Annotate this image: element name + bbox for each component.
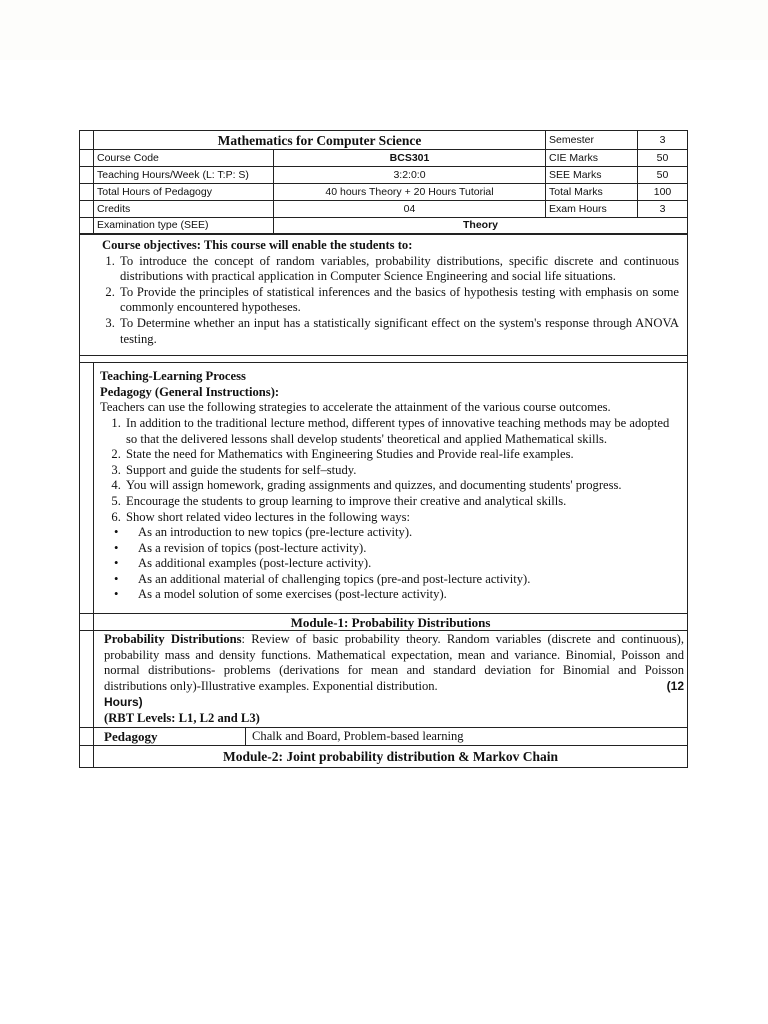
margin-cell — [80, 184, 94, 201]
bullet-item: • As a revision of topics (post-lecture activity). — [138, 541, 679, 557]
objective-item: 1. To introduce the concept of random variables, probability distributions, specific discrete and continuous distributions with practical application in Computer Science Engineering and social life situations. — [118, 254, 679, 285]
module-1-hours-close: Hours) — [104, 695, 143, 710]
objective-item: 3. To Determine whether an input has a statistically significant effect on the system's response through ANOVA testing. — [118, 316, 679, 347]
exam-hours-label: Exam Hours — [546, 201, 638, 218]
content-table — [79, 234, 688, 768]
module-1-content — [94, 631, 688, 728]
module-1-topic: Probability Distributions — [104, 632, 242, 647]
bullet-item: • As an introduction to new topics (pre-lecture activity). — [138, 525, 679, 541]
strategy-item: 6. Show short related video lectures in the following ways: — [124, 510, 679, 526]
margin-cell — [80, 728, 94, 746]
module-1-rbt-levels: (RBT Levels: L1, L2 and L3) — [104, 710, 260, 725]
semester-value: 3 — [638, 131, 688, 150]
teaching-hours-label: Teaching Hours/Week (L: T:P: S) — [94, 167, 274, 184]
credits-label: Credits — [94, 201, 274, 218]
module-2-title: Module-2: Joint probability distribution & Markov Chain — [94, 746, 688, 768]
strategy-item: 5. Encourage the students to group learning to improve their creative and analytical skills. — [124, 494, 679, 510]
course-code-value: BCS301 — [274, 150, 546, 167]
pedagogy-label: Pedagogy — [94, 728, 246, 746]
objective-item: 2. To Provide the principles of statistical inferences and the basics of hypothesis testing with emphasis on some commonly encountered hypotheses. — [118, 285, 679, 316]
pedagogy-hours-label: Total Hours of Pedagogy — [94, 184, 274, 201]
teaching-heading: Teaching-Learning Process — [100, 369, 246, 384]
strategy-item: 3. Support and guide the students for self–study. — [124, 463, 679, 479]
teaching-hours-value: 3:2:0:0 — [274, 167, 546, 184]
margin-cell — [80, 131, 94, 150]
see-marks-value: 50 — [638, 167, 688, 184]
margin-cell — [80, 201, 94, 218]
objectives-list — [102, 254, 679, 348]
course-code-label: Course Code — [94, 150, 274, 167]
exam-type-value: Theory — [274, 218, 688, 234]
margin-cell — [80, 614, 94, 631]
spacer-row — [80, 356, 688, 363]
margin-cell — [80, 150, 94, 167]
total-marks-label: Total Marks — [546, 184, 638, 201]
margin-cell — [80, 167, 94, 184]
syllabus-sheet — [79, 130, 687, 768]
bullet-item: • As a model solution of some exercises (post-lecture activity). — [138, 587, 679, 603]
strategy-item: 1. In addition to the traditional lecture method, different types of innovative teaching methods may be adopted so that the delivered lessons shall develop students' theoretical and applied Mathematical skills. — [124, 416, 679, 447]
strategy-item: 2. State the need for Mathematics with Engineering Studies and Provide real-life examples. — [124, 447, 679, 463]
see-marks-label: SEE Marks — [546, 167, 638, 184]
course-title: Mathematics for Computer Science — [94, 131, 546, 150]
teaching-intro: Teachers can use the following strategies to accelerate the attainment of the various course outcomes. — [100, 400, 611, 415]
cie-marks-label: CIE Marks — [546, 150, 638, 167]
module-1-description: : Review of basic probability theory. Random variables (discrete and continuous), probability mass and density functions. Mathematical expectation, mean and variance. Binomial, Poisson and normal distributions- problems (derivations for mean and standard deviation for Binomial and Poisson distributions only)-Illustrative examples. Exponential distribution. — [104, 632, 685, 693]
teaching-learning-section — [94, 363, 688, 614]
exam-hours-value: 3 — [638, 201, 688, 218]
video-lecture-bullets — [100, 525, 679, 603]
cie-marks-value: 50 — [638, 150, 688, 167]
objectives-intro: Course objectives: This course will enable the students to: — [102, 238, 413, 252]
margin-cell — [80, 218, 94, 234]
margin-cell — [80, 631, 94, 728]
total-marks-value: 100 — [638, 184, 688, 201]
module-1-hours-open: (12 — [666, 679, 685, 694]
semester-label: Semester — [546, 131, 638, 150]
pedagogy-subheading: Pedagogy (General Instructions): — [100, 384, 280, 399]
bullet-item: • As an additional material of challenging topics (pre-and post-lecture activity). — [138, 572, 679, 588]
module-1-title: Module-1: Probability Distributions — [94, 614, 688, 631]
margin-cell — [80, 363, 94, 614]
course-objectives-section — [80, 235, 688, 356]
pedagogy-hours-value: 40 hours Theory + 20 Hours Tutorial — [274, 184, 546, 201]
credits-value: 04 — [274, 201, 546, 218]
strategies-list — [100, 416, 679, 525]
exam-type-label: Examination type (SEE) — [94, 218, 274, 234]
strategy-item: 4. You will assign homework, grading assignments and quizzes, and documenting students' progress. — [124, 478, 679, 494]
pedagogy-value: Chalk and Board, Problem-based learning — [246, 728, 688, 746]
bullet-item: • As additional examples (post-lecture activity). — [138, 556, 679, 572]
course-header-table — [79, 130, 688, 234]
margin-cell — [80, 746, 94, 768]
